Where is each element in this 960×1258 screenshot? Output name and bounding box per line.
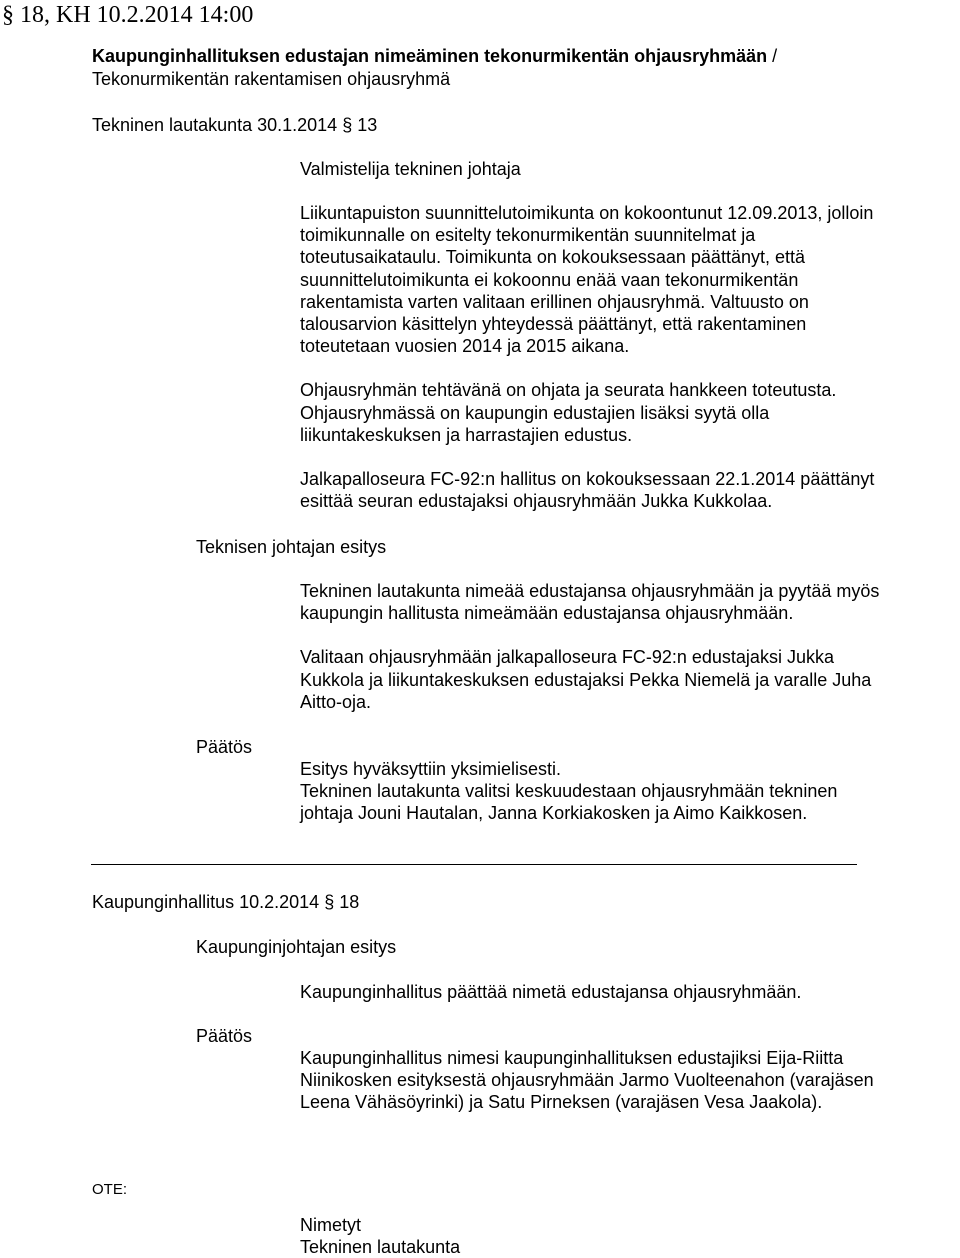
- decision-text: [300, 758, 890, 825]
- section-header: § 18, KH 10.2.2014 14:00: [2, 2, 254, 28]
- recipient-item: Tekninen lautakunta: [300, 1237, 461, 1257]
- mayor-proposal-label: Kaupunginjohtajan esitys: [196, 937, 397, 957]
- proposal-paragraph: Valitaan ohjausryhmään jalkapalloseura FC-92:n edustajaksi Jukka Kukkola ja liikuntakeskuksen edustajaksi Pekka Niemelä ja varalle Juha Aitto-oja.: [300, 647, 872, 712]
- city-board-reference: Kaupunginhallitus 10.2.2014 § 18: [92, 892, 360, 912]
- decision-paragraph: Kaupunginhallitus nimesi kaupunginhallituksen edustajiksi Eija-Riitta Niinikosken esityksestä ohjausryhmään Jarmo Vuolteenahon (varajäsen Leena Vähäsöyrinki) ja Satu Pirneksen (varajäsen Vesa Jaakola).: [300, 1048, 874, 1113]
- recipient-item: Nimetyt: [300, 1215, 362, 1235]
- board-reference: Tekninen lautakunta 30.1.2014 § 13: [92, 115, 378, 135]
- prep-paragraph: Liikuntapuiston suunnittelutoimikunta on kokoontunut 12.09.2013, jolloin toimikunnalle on esitelty tekonurmikentän suunnitelmat ja toteutusaikataulu. Toimikunta on kokouksessaan päättänyt, että suunnittelutoimikunta ei kokoonnu enää vaan tekonurmikentän rakentamista varten valitaan erillinen ohjausryhmä. Valtuusto on talousarvion käsittelyn yhteydessä päättänyt, että rakentaminen toteutetaan vuosien 2014 ja 2015 aikana.: [300, 203, 874, 357]
- tech-proposal-label: Teknisen johtajan esitys: [196, 537, 387, 557]
- title-bold: Kaupunginhallituksen edustajan nimeäminen tekonurmikentän ohjausryhmään: [92, 46, 768, 66]
- mayor-proposal-text: [300, 981, 890, 1003]
- preparation-text: [300, 202, 890, 512]
- mayor-proposal-paragraph: Kaupunginhallitus päättää nimetä edustajansa ohjausryhmään.: [300, 982, 802, 1002]
- proposal-paragraph: Tekninen lautakunta nimeää edustajansa ohjausryhmään ja pyytää myös kaupungin hallitusta nimeämään edustajansa ohjausryhmään.: [300, 581, 880, 624]
- decision-label: Päätös: [196, 1026, 253, 1046]
- document-title: [92, 45, 852, 91]
- divider-line: [91, 864, 857, 865]
- preparer-label: Valmistelija tekninen johtaja: [300, 159, 521, 179]
- prep-paragraph: Ohjausryhmän tehtävänä on ohjata ja seurata hankkeen toteutusta. Ohjausryhmässä on kaupungin edustajien lisäksi syytä olla liikuntakeskuksen ja harrastajien edustus.: [300, 380, 837, 445]
- recipient-list: [300, 1214, 460, 1258]
- decision-line: Tekninen lautakunta valitsi keskuudestaan ohjausryhmään tekninen johtaja Jouni Hautalan, Janna Korkiakosken ja Aimo Kaikkosen.: [300, 781, 838, 824]
- title-rest: / Tekonurmikentän rakentamisen ohjausryhmä: [92, 46, 778, 89]
- prep-paragraph: Jalkapalloseura FC-92:n hallitus on kokouksessaan 22.1.2014 päättänyt esittää seuran edustajaksi ohjausryhmään Jukka Kukkolaa.: [300, 469, 875, 512]
- decision-line: Esitys hyväksyttiin yksimielisesti.: [300, 759, 562, 779]
- decision-text: [300, 1047, 890, 1114]
- tech-proposal-text: [300, 580, 890, 713]
- excerpt-label: OTE:: [92, 1181, 128, 1198]
- decision-label: Päätös: [196, 737, 253, 757]
